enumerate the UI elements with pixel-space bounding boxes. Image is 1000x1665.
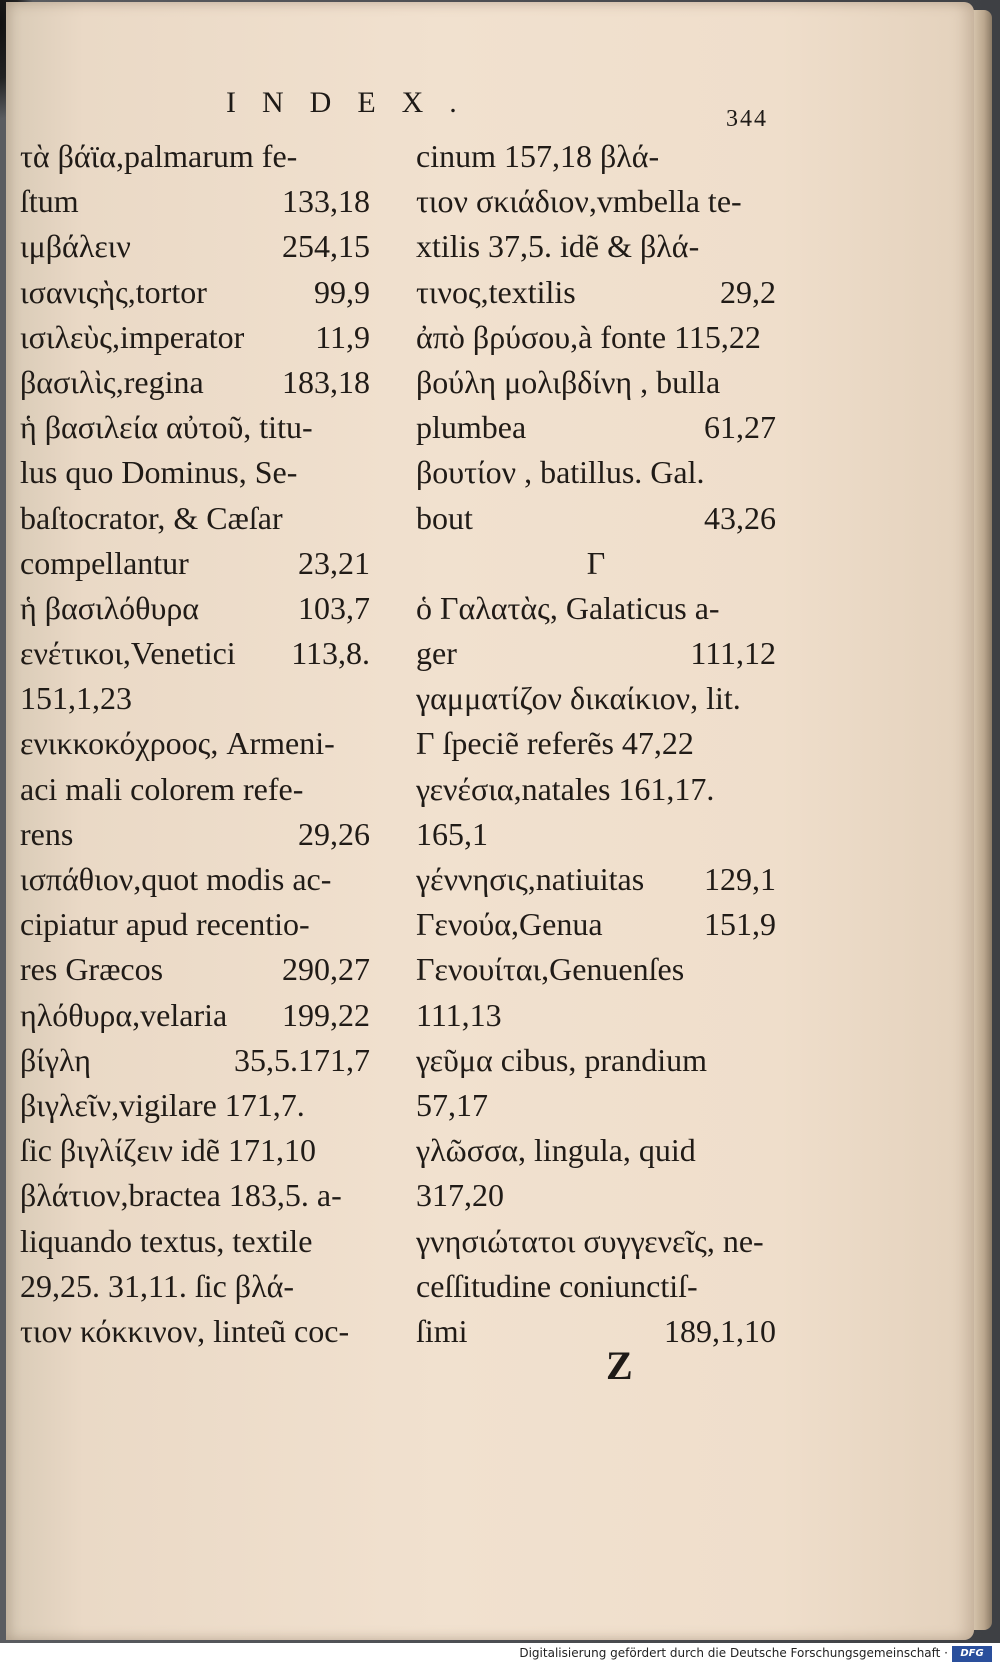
- entry-text: 29,25. 31,11. ſic βλά-: [20, 1267, 295, 1304]
- index-entry: [416, 134, 776, 179]
- index-entry: [20, 1038, 370, 1083]
- index-entry: [416, 179, 776, 224]
- entry-text: βλάτιον,bractea 183,5. a-: [20, 1177, 342, 1214]
- index-entry: [20, 1309, 370, 1354]
- catchword: Z: [606, 1343, 633, 1388]
- index-entry: [416, 1309, 776, 1354]
- entry-text: ſtum: [20, 183, 79, 220]
- index-entry: [20, 496, 370, 541]
- index-entry: [416, 315, 776, 360]
- entry-text: aci mali colorem refe-: [20, 770, 304, 807]
- entry-text: baſtocrator, & Cæſar: [20, 499, 283, 536]
- entry-text: compellantur: [20, 544, 189, 581]
- index-entry: [20, 947, 370, 992]
- entry-text: ſimi: [416, 1312, 468, 1349]
- index-entry: [20, 721, 370, 766]
- entry-text: ἡ βασιλόθυρα: [20, 589, 200, 626]
- index-entry: [20, 270, 370, 315]
- footer-credit: Digitalisierung gefördert durch die Deutsche Forschungsgemeinschaft ·: [519, 1646, 948, 1660]
- index-entry: [416, 767, 776, 812]
- index-entry: [20, 1128, 370, 1173]
- index-entry: [416, 1219, 776, 1264]
- index-entry: [20, 134, 370, 179]
- index-entry: [20, 767, 370, 812]
- entry-text: τιον σκιάδιον,vmbella te-: [416, 183, 742, 220]
- entry-reference: 189,1,10: [664, 1312, 776, 1349]
- entry-text: ενέτικοι,Venetici: [20, 635, 236, 672]
- left-column: [20, 134, 370, 1349]
- index-entry: [20, 586, 370, 631]
- entry-reference: 11,9: [315, 318, 370, 355]
- entry-text: ισανιςὴς,tortor: [20, 273, 207, 310]
- index-entry: [20, 179, 370, 224]
- index-entry: [416, 360, 776, 405]
- entry-reference: 103,7: [298, 589, 370, 626]
- entry-reference: 111,12: [690, 635, 776, 672]
- entry-reference: 133,18: [282, 183, 370, 220]
- entry-reference: 254,15: [282, 228, 370, 265]
- entry-text: cipiatur apud recentio-: [20, 906, 310, 943]
- entry-text: βιγλεῖν,vigilare 171,7.: [20, 1086, 305, 1123]
- entry-text: Γενούα,Genua: [416, 906, 603, 943]
- entry-text: βασιλὶς,regina: [20, 363, 204, 400]
- entry-reference: 35,5.171,7: [234, 1041, 370, 1078]
- index-entry: [416, 993, 776, 1038]
- entry-text: ηλόθυρα,velaria: [20, 996, 228, 1033]
- entry-reference: 151,9: [704, 906, 776, 943]
- index-entry: [20, 1083, 370, 1128]
- index-entry: [20, 902, 370, 947]
- index-entry: [20, 631, 370, 676]
- running-head: INDEX.: [226, 86, 483, 119]
- index-entry: [20, 857, 370, 902]
- entry-text: βούλη μολιβδίνη , bulla: [416, 363, 721, 400]
- index-entry: [20, 541, 370, 586]
- entry-text: γεῦμα cibus, prandium: [416, 1041, 707, 1078]
- page-number: 344: [726, 106, 768, 132]
- entry-text: τιον κόκκινον, linteũ coc-: [20, 1312, 350, 1349]
- index-entry: [416, 1264, 776, 1309]
- entry-text: ισπάθιον,quot modis ac-: [20, 861, 332, 897]
- entry-text: γαμματίζον δικαίκιον, lit.: [416, 680, 741, 717]
- entry-text: res Græcos: [20, 951, 164, 988]
- entry-text: Γ ſpeciẽ referẽs 47,22: [416, 725, 694, 762]
- entry-text: ἡ βασιλεία αὐτοῦ, titu-: [20, 409, 313, 446]
- index-entry: [416, 812, 776, 857]
- entry-text: rens: [20, 815, 74, 852]
- index-entry: [416, 1038, 776, 1083]
- entry-text: 151,1,23: [20, 680, 132, 717]
- entry-reference: 290,27: [282, 951, 370, 988]
- right-column: [416, 134, 776, 1349]
- index-entry: [416, 947, 776, 992]
- index-entry: [20, 812, 370, 857]
- index-entry: [416, 1083, 776, 1128]
- entry-reference: 61,27: [704, 409, 776, 446]
- entry-text: ger: [416, 635, 457, 672]
- dfg-logo: DFG: [952, 1646, 992, 1662]
- entry-text: ceſſitudine coniunctiſ-: [416, 1267, 698, 1304]
- index-entry: [20, 360, 370, 405]
- index-entry: [416, 857, 776, 902]
- entry-text: 57,17: [416, 1086, 488, 1123]
- index-entry: [416, 721, 776, 766]
- index-entry: [416, 224, 776, 269]
- page-edge: [972, 10, 992, 1630]
- entry-text: lus quo Dominus, Se-: [20, 454, 298, 491]
- index-entry: [20, 1219, 370, 1264]
- index-entry: [20, 993, 370, 1038]
- entry-reference: 199,22: [282, 996, 370, 1033]
- index-entry: [416, 1173, 776, 1218]
- entry-text: γλῶσσα, lingula, quid: [416, 1132, 696, 1169]
- index-entry: [20, 405, 370, 450]
- index-entry: [416, 1128, 776, 1173]
- entry-reference: 99,9: [314, 273, 370, 310]
- index-entry: [20, 224, 370, 269]
- index-entry: [20, 315, 370, 360]
- entry-text: βουτίον , batillus. Gal.: [416, 454, 705, 491]
- entry-reference: 43,26: [704, 499, 776, 536]
- entry-text: ενικκοκόχρoος, Armeni-: [20, 725, 335, 762]
- index-entry: [416, 541, 776, 586]
- entry-reference: 29,2: [720, 273, 776, 310]
- entry-text: Γενουίται,Genuenſes: [416, 951, 685, 988]
- entry-text: xtilis 37,5. idẽ & βλά-: [416, 228, 700, 265]
- entry-reference: 183,18: [282, 363, 370, 400]
- entry-text: bout: [416, 499, 473, 536]
- index-entry: [416, 450, 776, 495]
- index-entry: [416, 902, 776, 947]
- entry-text: Γ: [586, 544, 606, 581]
- entry-reference: 23,21: [298, 544, 370, 581]
- index-entry: [416, 405, 776, 450]
- entry-text: ſic βιγλίζειν idẽ 171,10: [20, 1132, 316, 1169]
- entry-text: βίγλη: [20, 1041, 91, 1078]
- entry-text: τινος,textilis: [416, 273, 576, 310]
- entry-text: γνησιώτατοι συγγενεῖς, ne-: [416, 1222, 764, 1259]
- index-entry: [416, 676, 776, 721]
- index-entry: [20, 1264, 370, 1309]
- entry-text: γέννησις,natiuitas: [416, 861, 645, 897]
- entry-reference: 129,1: [704, 861, 776, 897]
- entry-text: τὰ βάϊα,palmarum fe-: [20, 138, 298, 174]
- entry-text: 317,20: [416, 1177, 504, 1214]
- entry-text: ὁ Γαλατὰς, Galaticus a-: [416, 589, 720, 626]
- book-page: [6, 2, 974, 1640]
- entry-text: γενέσια,natales 161,17.: [416, 770, 715, 807]
- entry-text: ισιλεὺς,imperator: [20, 318, 245, 355]
- entry-text: 165,1: [416, 815, 488, 852]
- index-entry: [20, 450, 370, 495]
- entry-text: ιμβάλειν: [20, 228, 131, 265]
- index-entry: [416, 496, 776, 541]
- index-entry: [20, 676, 370, 721]
- entry-reference: 113,8.: [291, 635, 370, 672]
- entry-text: ἀπὸ βρύσου,à fonte 115,22: [416, 318, 761, 355]
- entry-text: liquando textus, textile: [20, 1222, 313, 1259]
- entry-text: 111,13: [416, 996, 502, 1033]
- entry-reference: 29,26: [298, 815, 370, 852]
- index-entry: [416, 586, 776, 631]
- entry-text: cinum 157,18 βλά-: [416, 138, 660, 174]
- index-entry: [416, 270, 776, 315]
- index-entry: [20, 1173, 370, 1218]
- footer-bar: [0, 1643, 1000, 1665]
- index-entry: [416, 631, 776, 676]
- entry-text: plumbea: [416, 409, 527, 446]
